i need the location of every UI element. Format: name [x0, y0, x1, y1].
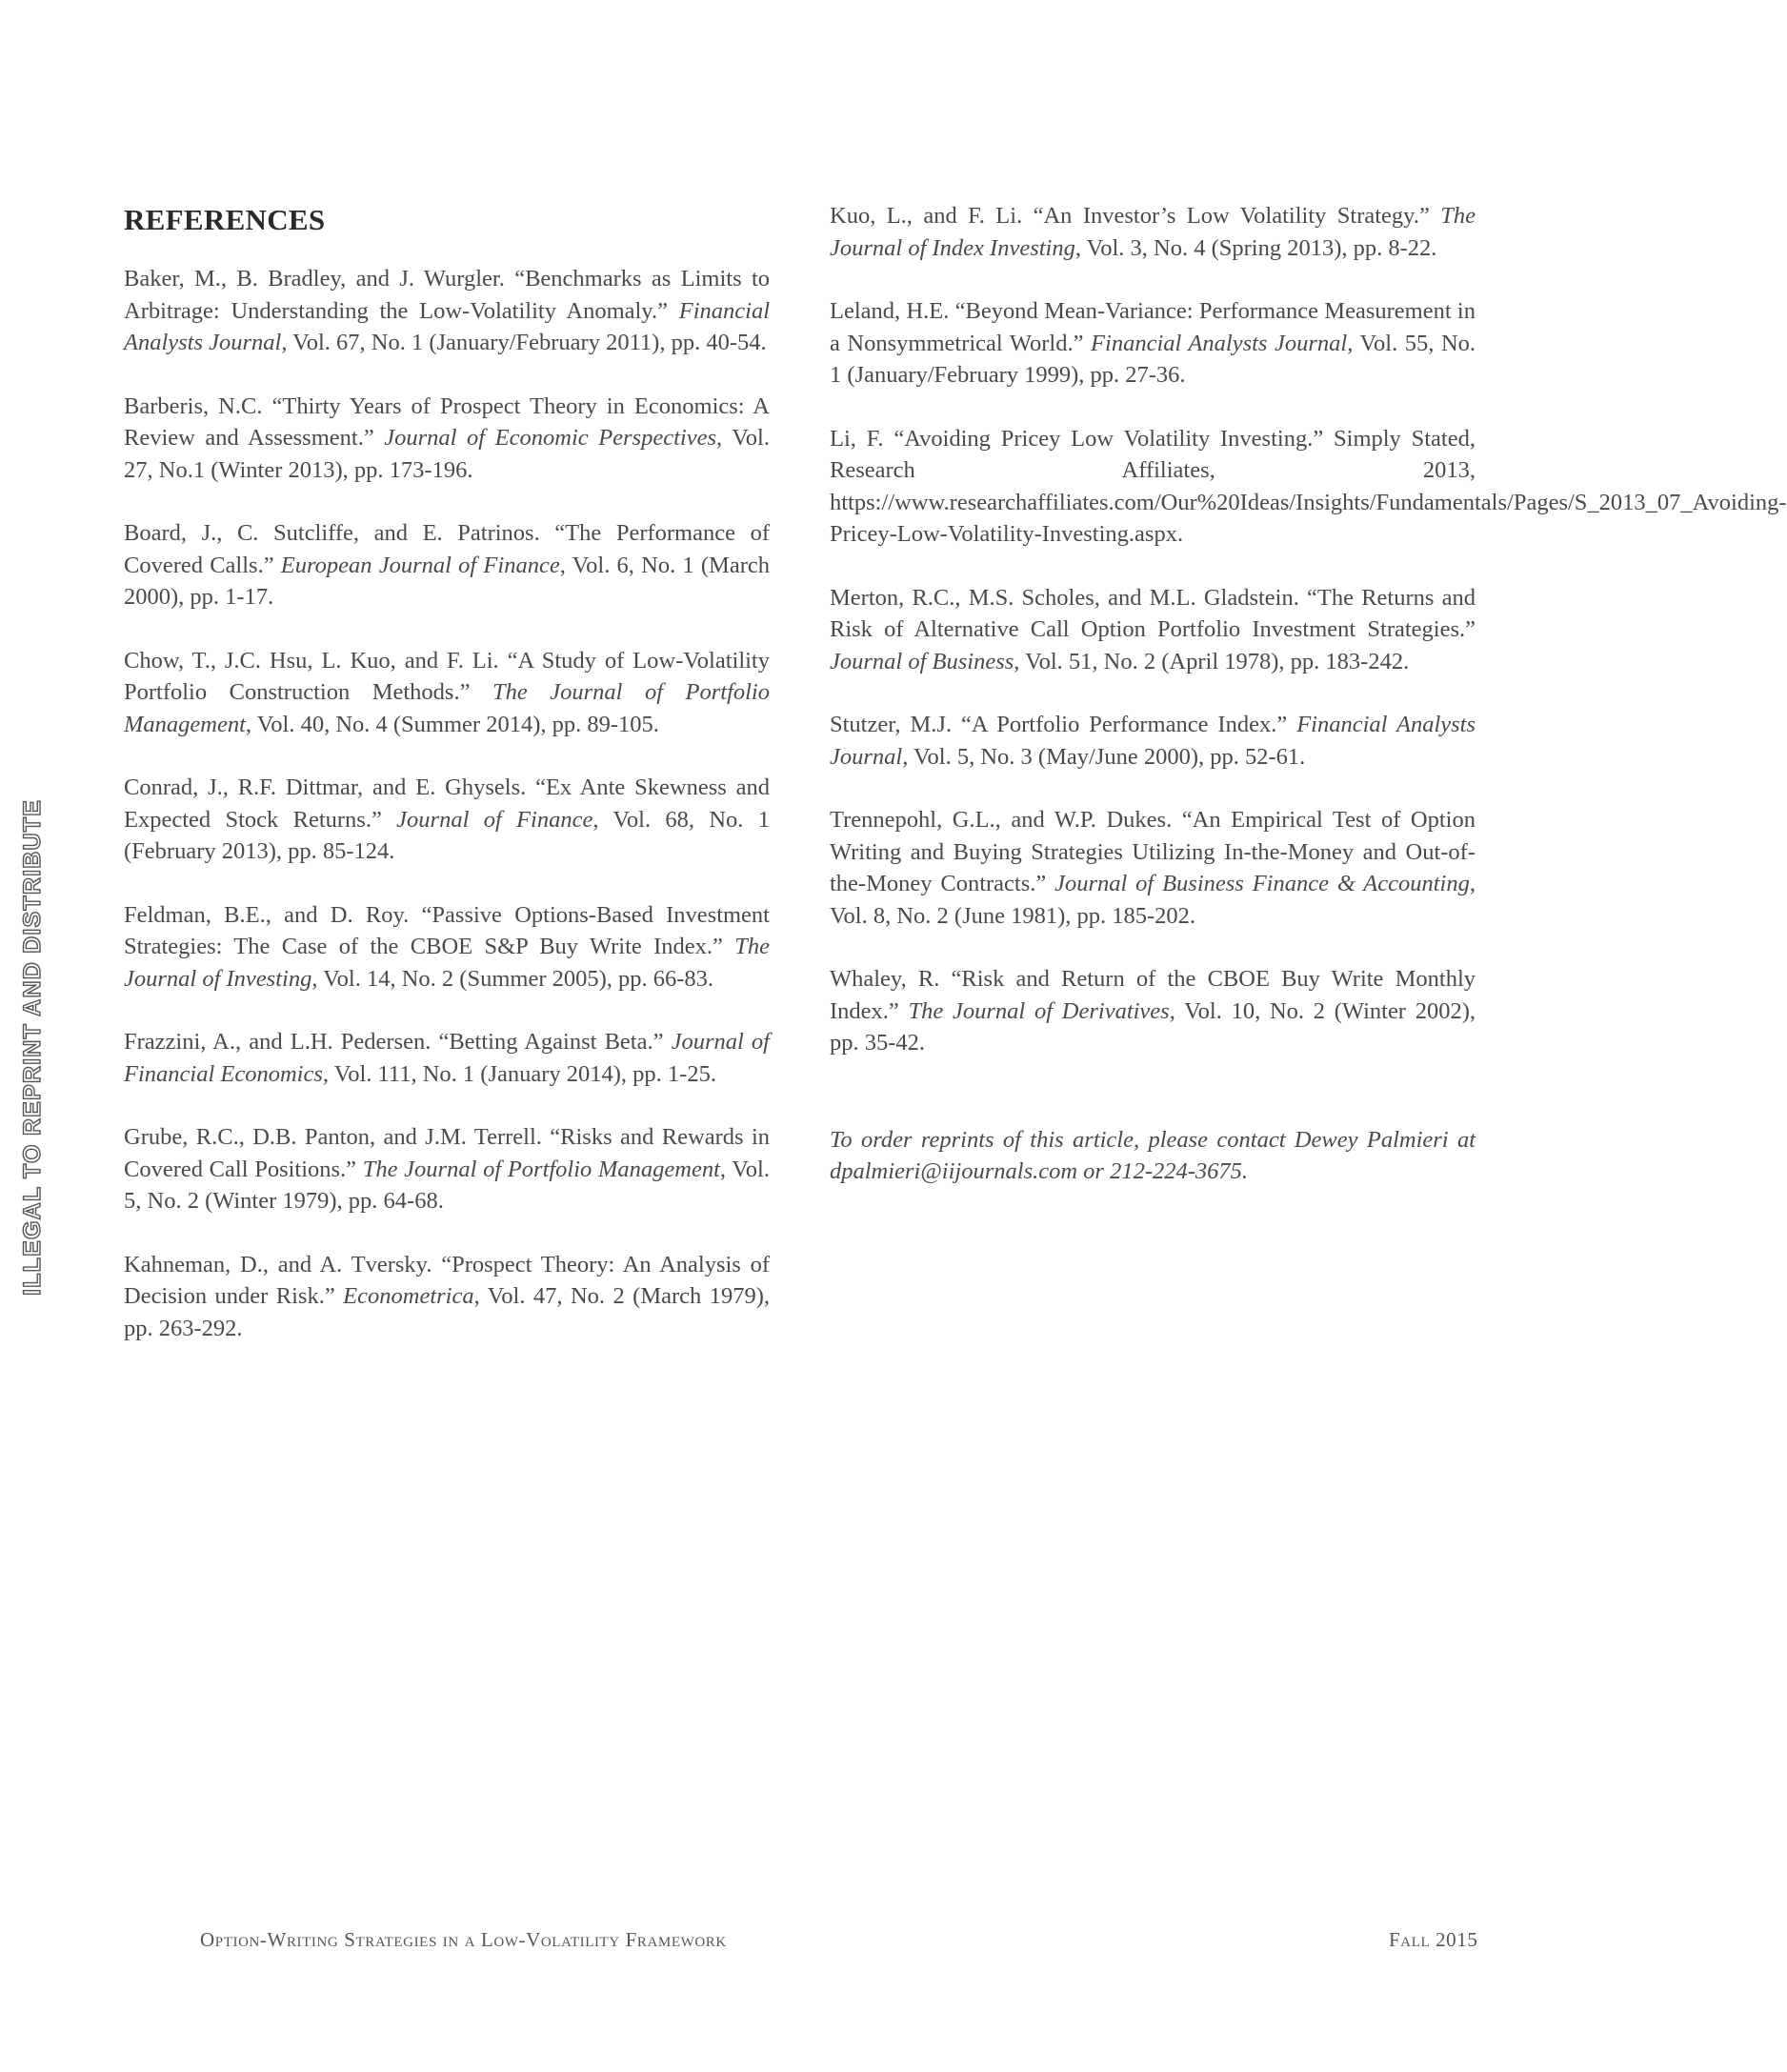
reference-text: Leland, H.E. “Beyond Mean-Variance: Performance Measurement in a Nonsymmetrical World.”: [830, 298, 1476, 356]
reference-entry: [124, 1026, 770, 1090]
reference-entry: [830, 200, 1476, 264]
reference-venue: Journal of Economic Perspectives: [384, 425, 717, 451]
reference-venue: The Journal of Derivatives: [908, 997, 1170, 1024]
reference-venue: Journal of Financial Economics: [124, 1029, 770, 1087]
reference-text: Li, F. “Avoiding Pricey Low Volatility Investing.” Simply Stated, Research Affiliates, 2013, https://www.researchaffiliates.com/Our%20Ideas/Insights/Fundamentals/Pages/S_2013_07_Avoiding-Pricey-Low-Volatility-Investing.aspx.: [830, 425, 1787, 547]
reference-venue: Journal of Business Finance & Accounting: [1054, 871, 1470, 896]
reference-entry: [830, 295, 1476, 392]
reference-details: , Vol. 5, No. 3 (May/June 2000), pp. 52-61.: [902, 743, 1306, 770]
reference-entry: [124, 899, 770, 996]
reference-venue: European Journal of Finance: [280, 552, 560, 578]
reference-entry: [830, 963, 1476, 1059]
reference-text: Frazzini, A., and L.H. Pedersen. “Betting Against Beta.”: [124, 1029, 672, 1055]
reference-text: Baker, M., B. Bradley, and J. Wurgler. “Benchmarks as Limits to Arbitrage: Understanding the Low-Volatility Anomaly.”: [124, 266, 770, 324]
reference-venue: The Journal of Portfolio Management: [362, 1156, 720, 1182]
reprint-contact-note: To order reprints of this article, please contact Dewey Palmieri at dpalmieri@iijournals.com or 212-224-3675.: [830, 1126, 1476, 1184]
reference-text: Trennepohl, G.L., and W.P. Dukes. “An Empirical Test of Option Writing and Buying Strategies Utilizing In-the-Money and Out-of-the-Money Contracts.”: [830, 807, 1476, 896]
reference-entry: [830, 423, 1787, 551]
reference-venue: The Journal of Index Investing: [830, 203, 1476, 261]
reference-entry: [124, 263, 770, 359]
reference-details: , Vol. 51, No. 2 (April 1978), pp. 183-242.: [1014, 648, 1410, 674]
reference-venue: Journal of Business: [830, 648, 1014, 674]
reference-details: , Vol. 111, No. 1 (January 2014), pp. 1-25.: [322, 1060, 716, 1087]
reference-venue: The Journal of Portfolio Management: [124, 679, 770, 737]
reference-details: , Vol. 5, No. 2 (Winter 1979), pp. 64-68.: [124, 1156, 770, 1214]
reference-text: Merton, R.C., M.S. Scholes, and M.L. Gladstein. “The Returns and Risk of Alternative Call Option Portfolio Investment Strategies.”: [830, 584, 1476, 642]
right-column: [830, 200, 1787, 1188]
reference-details: , Vol. 14, No. 2 (Summer 2005), pp. 66-83.: [311, 965, 714, 992]
reference-text: Chow, T., J.C. Hsu, L. Kuo, and F. Li. “A Study of Low-Volatility Portfolio Construction Methods.”: [124, 647, 770, 705]
reprint-notice: ILLEGAL TO REPRINT AND DISTRIBUTE: [19, 798, 46, 1296]
reference-entry: [124, 772, 770, 868]
reference-details: , Vol. 68, No. 1 (February 2013), pp. 85-124.: [124, 806, 771, 864]
reference-text: Barberis, N.C. “Thirty Years of Prospect Theory in Economics: A Review and Assessment.”: [124, 392, 770, 451]
reference-text: Board, J., C. Sutcliffe, and E. Patrinos. “The Performance of Covered Calls.”: [124, 520, 770, 578]
reference-text: Grube, R.C., D.B. Panton, and J.M. Terrell. “Risks and Rewards in Covered Call Positions.”: [124, 1124, 770, 1182]
reference-entry: [124, 391, 770, 487]
reference-details: , Vol. 55, No. 1 (January/February 1999), pp. 27-36.: [830, 330, 1476, 388]
reference-venue: Financial Analysts Journal: [1091, 330, 1348, 356]
reference-text: Stutzer, M.J. “A Portfolio Performance Index.”: [830, 712, 1297, 737]
reference-text: Whaley, R. “Risk and Return of the CBOE Buy Write Monthly Index.”: [830, 966, 1476, 1024]
reference-details: , Vol. 3, No. 4 (Spring 2013), pp. 8-22.: [1074, 234, 1437, 261]
footer-article-title: Option-Writing Strategies in a Low-Volatility Framework: [200, 1928, 727, 1951]
reference-text: Conrad, J., R.F. Dittmar, and E. Ghysels. “Ex Ante Skewness and Expected Stock Returns.”: [124, 774, 770, 833]
reference-details: , Vol. 67, No. 1 (January/February 2011), pp. 40-54.: [281, 330, 767, 355]
reference-details: , Vol. 6, No. 1 (March 2000), pp. 1-17.: [124, 552, 770, 610]
reference-text: Feldman, B.E., and D. Roy. “Passive Options-Based Investment Strategies: The Case of the CBOE S&P Buy Write Index.”: [124, 901, 770, 959]
reference-entry: [830, 582, 1476, 678]
footer-issue: Fall 2015: [1389, 1928, 1478, 1951]
reference-list-left: [124, 263, 770, 1344]
reference-details: , Vol. 47, No. 2 (March 1979), pp. 263-292.: [124, 1283, 770, 1341]
reference-entry: [124, 517, 770, 614]
reference-details: , Vol. 27, No.1 (Winter 2013), pp. 173-196.: [124, 425, 770, 483]
reference-entry: [124, 1249, 770, 1345]
reference-venue: Financial Analysts Journal: [830, 712, 1476, 770]
reference-entry: [124, 1121, 770, 1217]
reference-text: Kuo, L., and F. Li. “An Investor’s Low Volatility Strategy.”: [830, 203, 1441, 229]
left-column: [124, 200, 770, 1376]
reference-venue: Journal of Finance: [396, 806, 593, 833]
reference-venue: The Journal of Investing: [124, 934, 770, 992]
reference-details: , Vol. 10, No. 2 (Winter 2002), pp. 35-42.: [830, 997, 1476, 1056]
reference-details: , Vol. 40, No. 4 (Summer 2014), pp. 89-105.: [245, 711, 659, 737]
reference-venue: Econometrica: [343, 1283, 474, 1309]
reference-details: , Vol. 8, No. 2 (June 1981), pp. 185-202.: [830, 871, 1476, 929]
reference-list-right: [830, 200, 1787, 1059]
reference-entry: [830, 709, 1476, 773]
reference-text: Kahneman, D., and A. Tversky. “Prospect Theory: An Analysis of Decision under Risk.”: [124, 1251, 770, 1309]
reference-entry: [124, 645, 770, 741]
reference-entry: [830, 804, 1476, 932]
references-heading: REFERENCES: [124, 203, 326, 236]
reference-venue: Financial Analysts Journal: [124, 297, 770, 355]
